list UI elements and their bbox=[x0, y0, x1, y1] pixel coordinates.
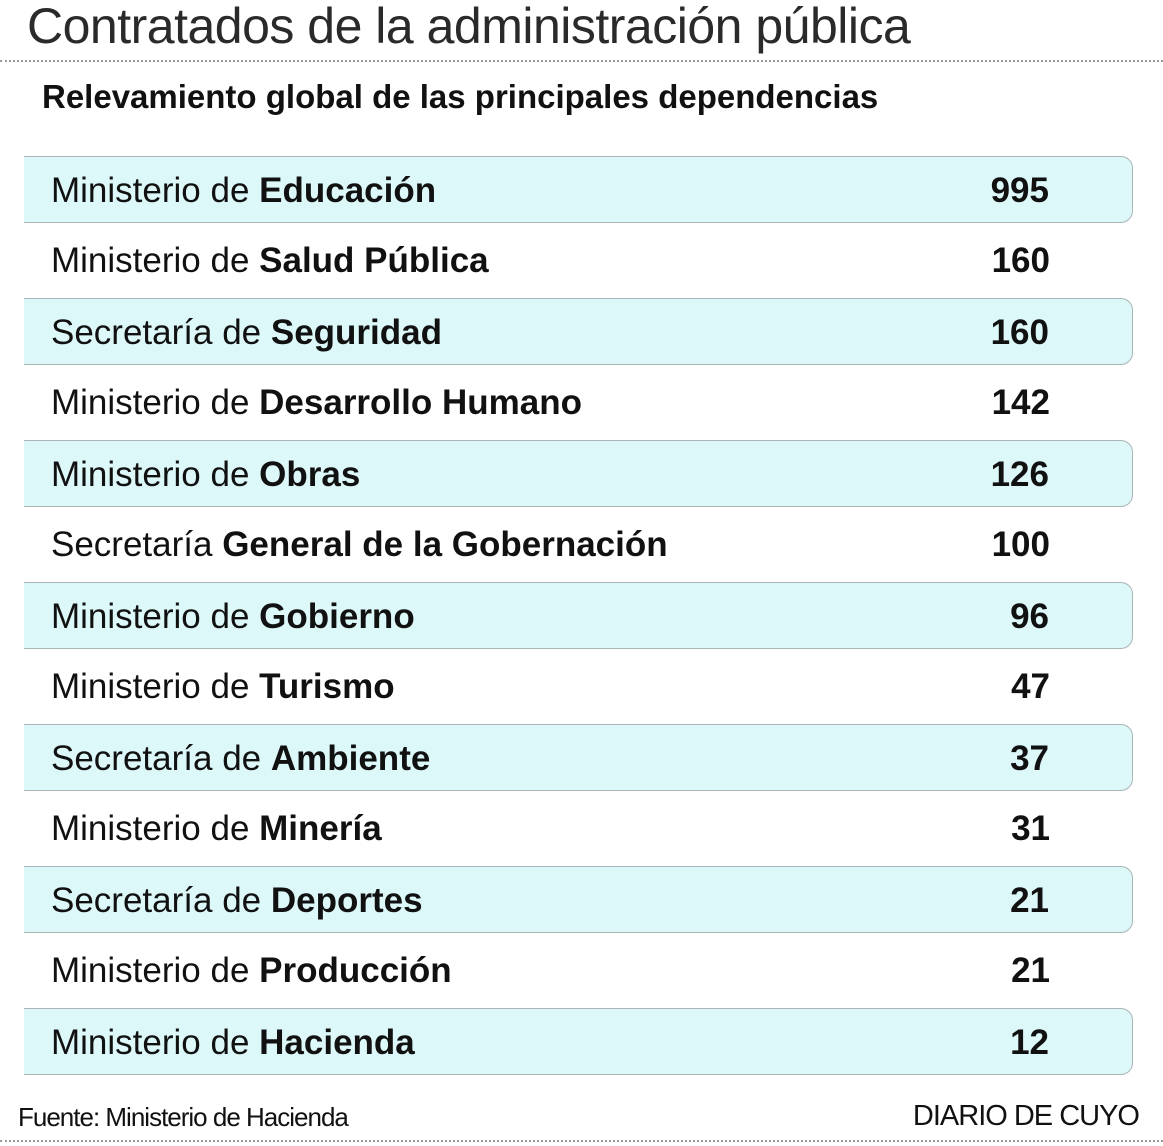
row-value: 12 bbox=[1010, 1023, 1049, 1062]
table-row bbox=[24, 511, 1133, 578]
row-value: 21 bbox=[1010, 881, 1049, 920]
table-row bbox=[24, 795, 1133, 862]
page-title: Contratados de la administración pública bbox=[27, 0, 911, 54]
table-row bbox=[24, 653, 1133, 720]
row-value: 31 bbox=[1011, 809, 1050, 848]
table-row bbox=[24, 724, 1133, 791]
row-value: 160 bbox=[990, 313, 1049, 352]
row-prefix: Ministerio de bbox=[51, 1023, 260, 1062]
row-prefix: Secretaría de bbox=[51, 313, 271, 352]
row-label bbox=[51, 511, 668, 578]
row-name: Hacienda bbox=[259, 1023, 415, 1062]
row-value: 47 bbox=[1011, 667, 1050, 706]
table-row bbox=[24, 440, 1133, 507]
row-label bbox=[51, 937, 452, 1004]
row-label bbox=[51, 583, 415, 650]
row-prefix: Ministerio de bbox=[51, 241, 260, 280]
row-label bbox=[51, 1009, 415, 1076]
table-row bbox=[24, 866, 1133, 933]
row-name: Educación bbox=[259, 171, 437, 210]
brand-logo-text: DIARIO DE CUYO bbox=[912, 1100, 1139, 1132]
table-row bbox=[24, 937, 1133, 1004]
row-value: 37 bbox=[1010, 739, 1049, 778]
row-label bbox=[51, 227, 489, 294]
table-row bbox=[24, 298, 1133, 365]
row-name: Gobierno bbox=[259, 597, 415, 636]
row-label bbox=[51, 369, 582, 436]
row-prefix: Ministerio de bbox=[51, 667, 260, 706]
row-name: Ambiente bbox=[270, 739, 431, 778]
table-row bbox=[24, 582, 1133, 649]
row-prefix: Secretaría de bbox=[51, 881, 271, 920]
row-name: Salud Pública bbox=[259, 241, 489, 280]
page-subtitle: Relevamiento global de las principales dependencias bbox=[42, 78, 879, 115]
row-name: Minería bbox=[259, 809, 382, 848]
row-label bbox=[51, 299, 442, 366]
row-value: 21 bbox=[1011, 951, 1050, 990]
top-dotted-divider bbox=[0, 60, 1163, 62]
row-value: 126 bbox=[990, 455, 1049, 494]
table-row bbox=[24, 1008, 1133, 1075]
row-value: 995 bbox=[990, 171, 1049, 210]
row-name: Obras bbox=[259, 455, 361, 494]
table-row bbox=[24, 156, 1133, 223]
row-value: 142 bbox=[991, 383, 1050, 422]
row-name: Desarrollo Humano bbox=[259, 383, 582, 422]
row-prefix: Secretaría bbox=[51, 525, 223, 564]
source-note: Fuente: Ministerio de Hacienda bbox=[18, 1102, 348, 1132]
row-label bbox=[51, 725, 430, 792]
row-value: 96 bbox=[1010, 597, 1049, 636]
row-name: Seguridad bbox=[270, 313, 442, 352]
row-value: 100 bbox=[991, 525, 1050, 564]
row-prefix: Ministerio de bbox=[51, 383, 260, 422]
dependencies-table bbox=[24, 156, 1133, 1079]
row-label bbox=[51, 157, 436, 224]
row-label bbox=[51, 795, 382, 862]
row-value: 160 bbox=[991, 241, 1050, 280]
row-prefix: Ministerio de bbox=[51, 171, 260, 210]
row-prefix: Secretaría de bbox=[51, 739, 271, 778]
row-label bbox=[51, 653, 395, 720]
row-prefix: Ministerio de bbox=[51, 951, 260, 990]
row-prefix: Ministerio de bbox=[51, 455, 260, 494]
row-label bbox=[51, 867, 423, 934]
row-name: Deportes bbox=[270, 881, 423, 920]
row-name: Turismo bbox=[259, 667, 395, 706]
table-row bbox=[24, 227, 1133, 294]
bottom-dotted-divider bbox=[0, 1140, 1163, 1142]
table-row bbox=[24, 369, 1133, 436]
row-prefix: Ministerio de bbox=[51, 809, 260, 848]
row-name: Producción bbox=[259, 951, 452, 990]
row-prefix: Ministerio de bbox=[51, 597, 260, 636]
row-label bbox=[51, 441, 360, 508]
row-name: General de la Gobernación bbox=[222, 525, 668, 564]
